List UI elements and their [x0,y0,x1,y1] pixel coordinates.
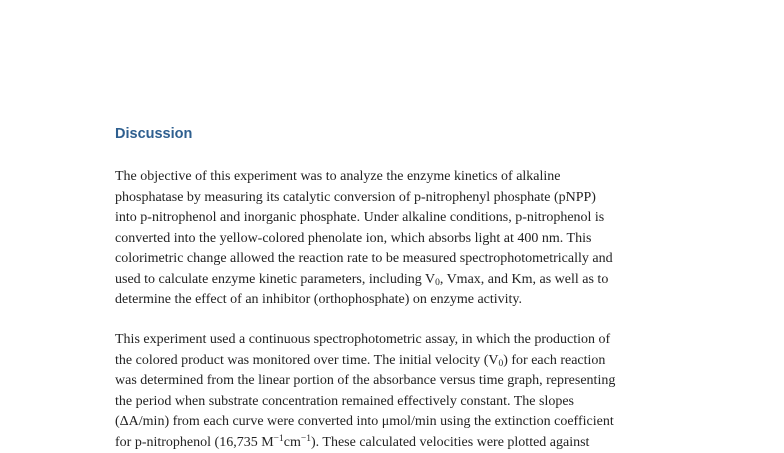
superscript-minus-one: −1 [274,434,284,444]
paragraph-line: the period when substrate concentration remained effectively constant. The slopes [115,392,615,413]
text-run: for p-nitrophenol (16,735 M [115,435,274,450]
paragraph-line: phosphatase by measuring its catalytic conversion of p-nitrophenyl phosphate (pNPP) [115,188,613,209]
discussion-paragraph-1 [115,167,613,311]
text-run: ) for each reaction [503,353,605,368]
paragraph-line: converted into the yellow-colored phenolate ion, which absorbs light at 400 nm. This [115,229,613,250]
subscript-zero: 0 [498,359,503,369]
paragraph-line [115,433,615,453]
text-run: cm [284,435,301,450]
section-heading: Discussion [115,124,192,144]
paragraph-line: This experiment used a continuous spectrophotometric assay, in which the production of [115,330,615,351]
paragraph-line: The objective of this experiment was to analyze the enzyme kinetics of alkaline [115,167,613,188]
text-run: , Vmax, and Km, as well as to [440,272,609,287]
paragraph-line [115,270,613,291]
text-run: used to calculate enzyme kinetic parameters, including V [115,272,435,287]
superscript-minus-one: −1 [301,434,311,444]
text-run: ). These calculated velocities were plotted against [311,435,589,450]
text-run: the colored product was monitored over time. The initial velocity (V [115,353,498,368]
discussion-paragraph-2 [115,330,615,453]
paragraph-line: determine the effect of an inhibitor (orthophosphate) on enzyme activity. [115,290,613,311]
paragraph-line: was determined from the linear portion of the absorbance versus time graph, representing [115,371,615,392]
paragraph-line: into p-nitrophenol and inorganic phosphate. Under alkaline conditions, p-nitrophenol is [115,208,613,229]
subscript-zero: 0 [435,278,440,288]
paragraph-line [115,351,615,372]
paragraph-line: (ΔA/min) from each curve were converted into μmol/min using the extinction coefficient [115,412,615,433]
paragraph-line: colorimetric change allowed the reaction rate to be measured spectrophotometrically and [115,249,613,270]
